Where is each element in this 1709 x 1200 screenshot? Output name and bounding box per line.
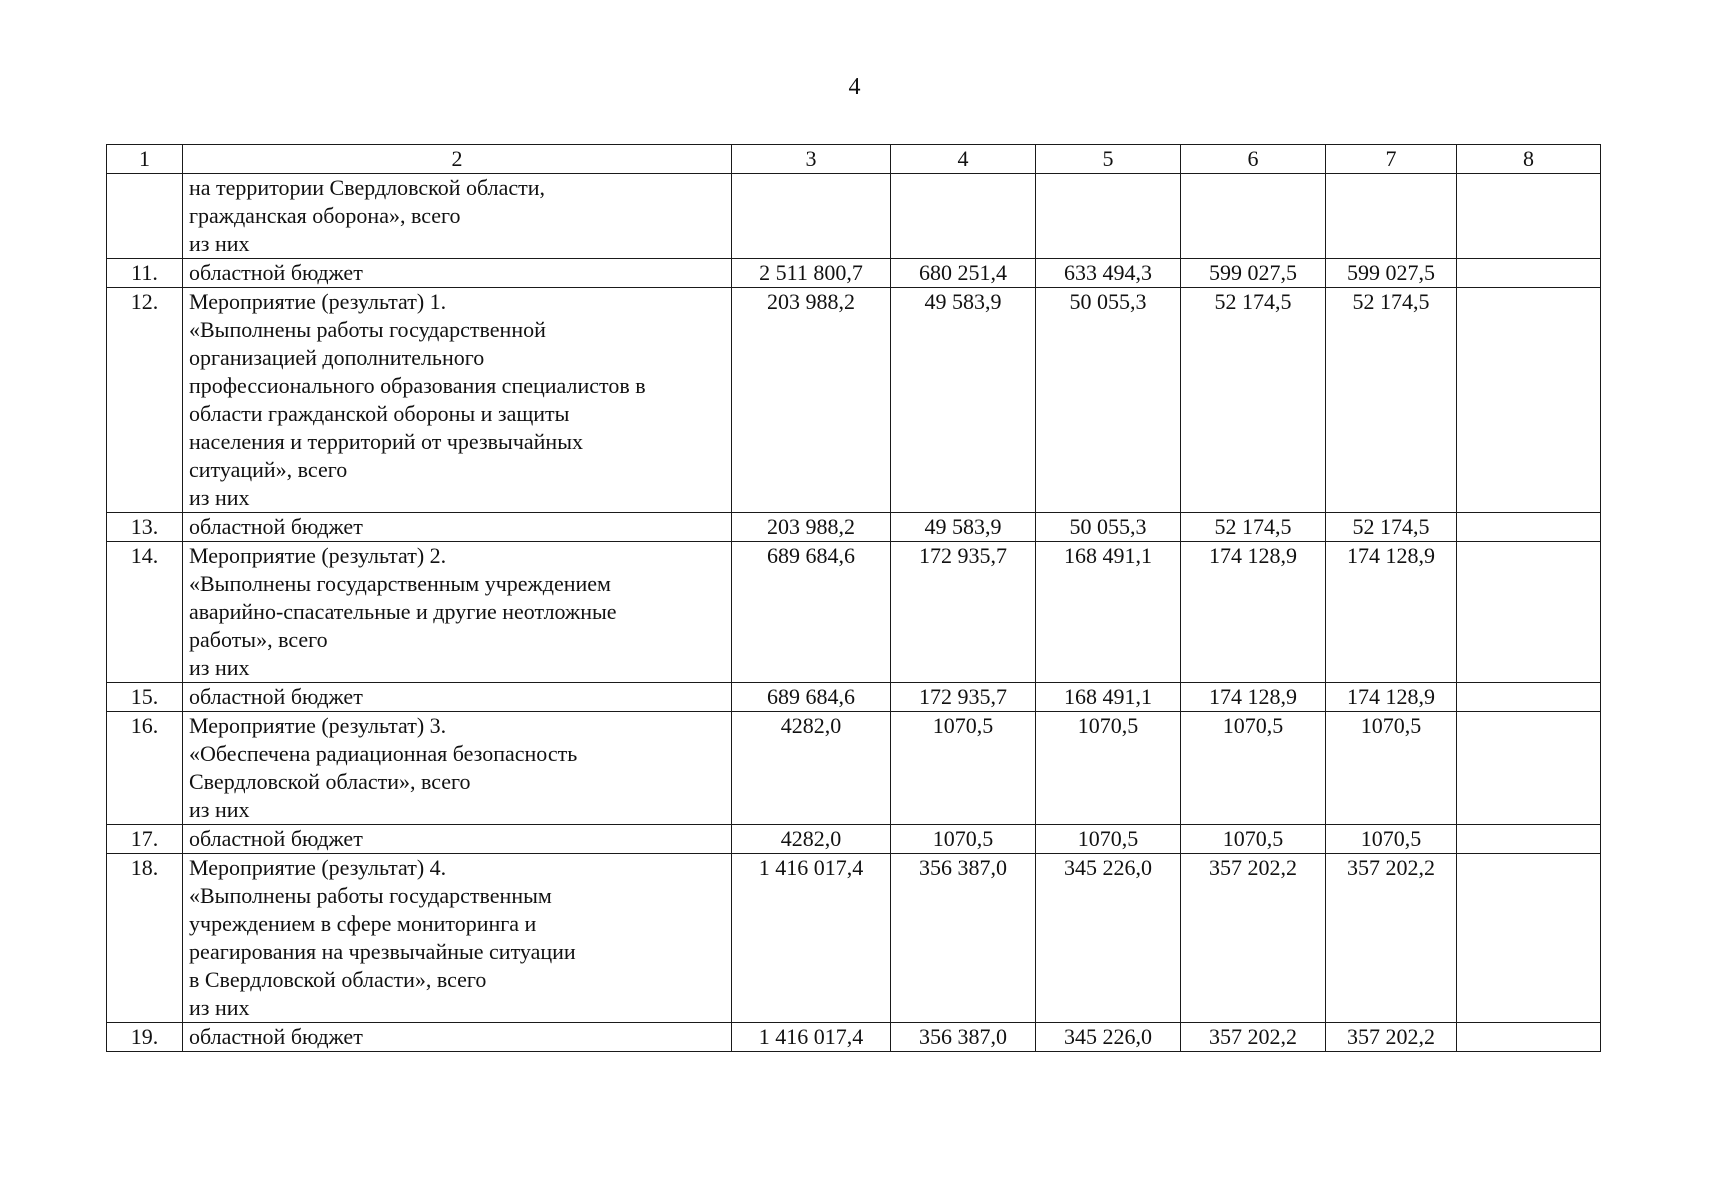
row-name-cell: областной бюджет: [183, 513, 732, 542]
value-cell-col-7: 52 174,5: [1326, 288, 1457, 513]
value-cell-col-5: 50 055,3: [1036, 513, 1181, 542]
value-cell-col-7: 1070,5: [1326, 825, 1457, 854]
value-cell-col-3: 203 988,2: [732, 513, 891, 542]
row-number-cell: 13.: [107, 513, 183, 542]
row-name-cell: Мероприятие (результат) 2. «Выполнены государственным учреждением аварийно-спасательные и другие неотложные работы», всего из них: [183, 542, 732, 683]
value-cell-col-3: 2 511 800,7: [732, 259, 891, 288]
header-cell: 7: [1326, 145, 1457, 174]
value-cell-col-4: 356 387,0: [891, 854, 1036, 1023]
value-cell-col-5: 1070,5: [1036, 825, 1181, 854]
value-cell-col-4: [891, 174, 1036, 259]
value-cell-col-6: 357 202,2: [1181, 1023, 1326, 1052]
value-cell-col-8: [1457, 542, 1601, 683]
value-cell-col-7: 174 128,9: [1326, 542, 1457, 683]
value-cell-col-5: 345 226,0: [1036, 1023, 1181, 1052]
row-name-cell: областной бюджет: [183, 825, 732, 854]
table-row: [107, 825, 1601, 854]
value-cell-col-8: [1457, 513, 1601, 542]
value-cell-col-5: 168 491,1: [1036, 542, 1181, 683]
value-cell-col-4: 172 935,7: [891, 683, 1036, 712]
value-cell-col-8: [1457, 174, 1601, 259]
table-row: [107, 542, 1601, 683]
value-cell-col-3: 689 684,6: [732, 542, 891, 683]
value-cell-col-4: 1070,5: [891, 712, 1036, 825]
value-cell-col-3: 689 684,6: [732, 683, 891, 712]
value-cell-col-6: [1181, 174, 1326, 259]
value-cell-col-8: [1457, 288, 1601, 513]
value-cell-col-4: 680 251,4: [891, 259, 1036, 288]
value-cell-col-7: 357 202,2: [1326, 1023, 1457, 1052]
value-cell-col-5: 50 055,3: [1036, 288, 1181, 513]
row-name-cell: Мероприятие (результат) 4. «Выполнены работы государственным учреждением в сфере мониторинга и реагирования на чрезвычайные ситуации в Свердловской области», всего из них: [183, 854, 732, 1023]
value-cell-col-5: 168 491,1: [1036, 683, 1181, 712]
table-row: [107, 1023, 1601, 1052]
value-cell-col-4: 49 583,9: [891, 288, 1036, 513]
table-row: [107, 712, 1601, 825]
table-row: [107, 683, 1601, 712]
value-cell-col-6: 52 174,5: [1181, 288, 1326, 513]
value-cell-col-8: [1457, 259, 1601, 288]
value-cell-col-5: 1070,5: [1036, 712, 1181, 825]
value-cell-col-4: 356 387,0: [891, 1023, 1036, 1052]
row-number-cell: 16.: [107, 712, 183, 825]
table-row: [107, 259, 1601, 288]
value-cell-col-3: [732, 174, 891, 259]
value-cell-col-7: [1326, 174, 1457, 259]
row-number-cell: 11.: [107, 259, 183, 288]
value-cell-col-8: [1457, 683, 1601, 712]
header-cell: 8: [1457, 145, 1601, 174]
value-cell-col-7: 52 174,5: [1326, 513, 1457, 542]
header-cell: 4: [891, 145, 1036, 174]
value-cell-col-6: 357 202,2: [1181, 854, 1326, 1023]
value-cell-col-7: 357 202,2: [1326, 854, 1457, 1023]
value-cell-col-6: 1070,5: [1181, 712, 1326, 825]
row-number-cell: 17.: [107, 825, 183, 854]
value-cell-col-5: [1036, 174, 1181, 259]
row-number-cell: 18.: [107, 854, 183, 1023]
value-cell-col-6: 52 174,5: [1181, 513, 1326, 542]
header-cell: 5: [1036, 145, 1181, 174]
value-cell-col-6: 1070,5: [1181, 825, 1326, 854]
row-number-cell: 12.: [107, 288, 183, 513]
row-name-cell: областной бюджет: [183, 683, 732, 712]
row-name-cell: Мероприятие (результат) 3. «Обеспечена радиационная безопасность Свердловской области», всего из них: [183, 712, 732, 825]
value-cell-col-3: 1 416 017,4: [732, 854, 891, 1023]
budget-table: [106, 144, 1601, 1052]
table-row: [107, 854, 1601, 1023]
page-number: 4: [848, 74, 861, 100]
value-cell-col-8: [1457, 712, 1601, 825]
header-cell: 1: [107, 145, 183, 174]
value-cell-col-5: 345 226,0: [1036, 854, 1181, 1023]
header-cell: 3: [732, 145, 891, 174]
table-row: [107, 513, 1601, 542]
value-cell-col-4: 172 935,7: [891, 542, 1036, 683]
value-cell-col-6: 599 027,5: [1181, 259, 1326, 288]
value-cell-col-4: 49 583,9: [891, 513, 1036, 542]
value-cell-col-7: 599 027,5: [1326, 259, 1457, 288]
header-cell: 6: [1181, 145, 1326, 174]
row-number-cell: 15.: [107, 683, 183, 712]
row-number-cell: 19.: [107, 1023, 183, 1052]
value-cell-col-6: 174 128,9: [1181, 683, 1326, 712]
row-number-cell: [107, 174, 183, 259]
table-header-row: [107, 145, 1601, 174]
value-cell-col-7: 1070,5: [1326, 712, 1457, 825]
header-cell: 2: [183, 145, 732, 174]
value-cell-col-3: 1 416 017,4: [732, 1023, 891, 1052]
value-cell-col-5: 633 494,3: [1036, 259, 1181, 288]
value-cell-col-6: 174 128,9: [1181, 542, 1326, 683]
value-cell-col-3: 4282,0: [732, 825, 891, 854]
table-row: [107, 174, 1601, 259]
value-cell-col-8: [1457, 1023, 1601, 1052]
value-cell-col-3: 203 988,2: [732, 288, 891, 513]
value-cell-col-8: [1457, 825, 1601, 854]
row-name-cell: областной бюджет: [183, 1023, 732, 1052]
value-cell-col-8: [1457, 854, 1601, 1023]
row-name-cell: областной бюджет: [183, 259, 732, 288]
value-cell-col-7: 174 128,9: [1326, 683, 1457, 712]
row-number-cell: 14.: [107, 542, 183, 683]
row-name-cell: на территории Свердловской области, гражданская оборона», всего из них: [183, 174, 732, 259]
value-cell-col-4: 1070,5: [891, 825, 1036, 854]
table-row: [107, 288, 1601, 513]
value-cell-col-3: 4282,0: [732, 712, 891, 825]
row-name-cell: Мероприятие (результат) 1. «Выполнены работы государственной организацией дополнительного профессионального образования специалистов в области гражданской обороны и защиты населения и территорий от чрезвычайных ситуаций», всего из них: [183, 288, 732, 513]
